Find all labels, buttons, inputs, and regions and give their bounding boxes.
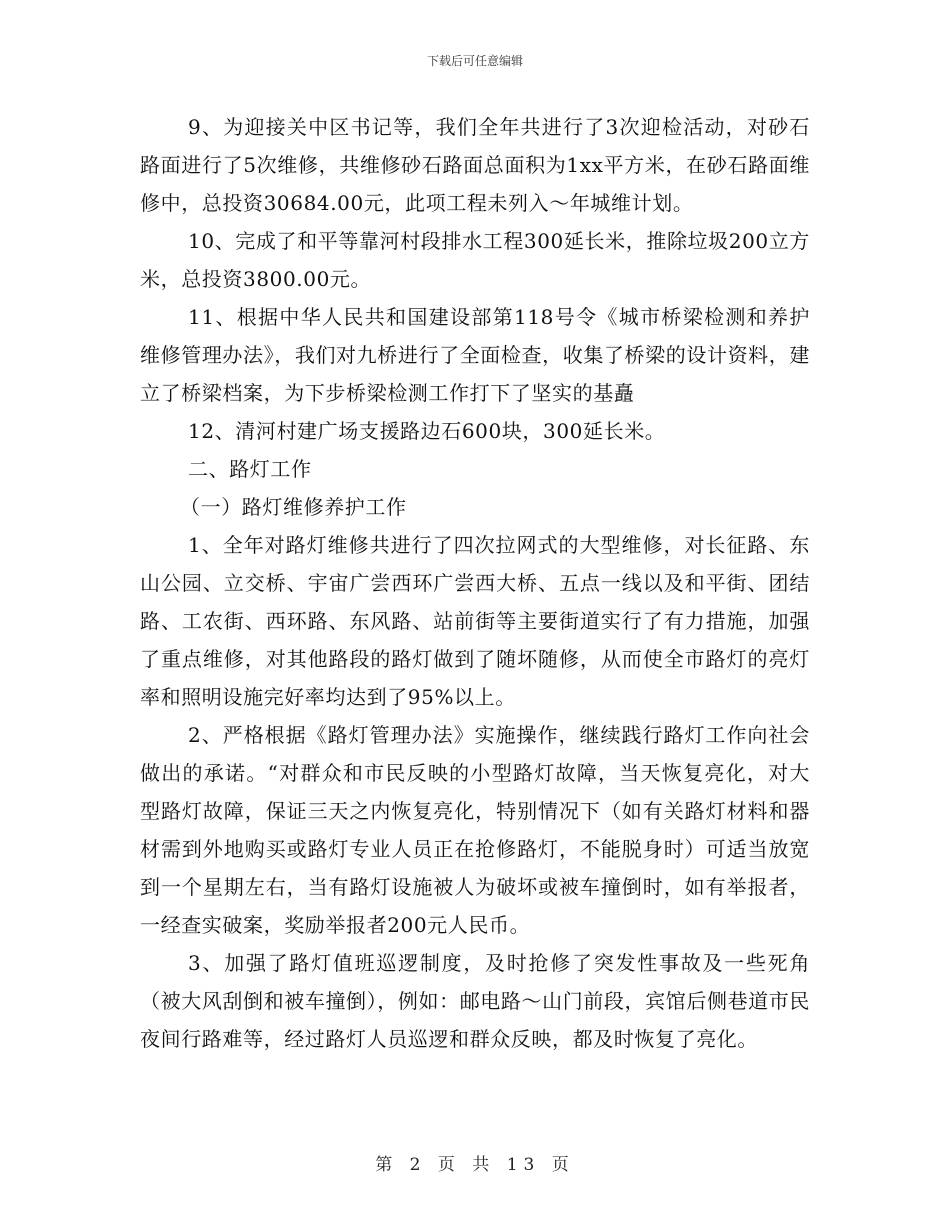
paragraph-streetlight-2: 2、严格根据《路灯管理办法》实施操作，继续践行路灯工作向社会做出的承诺。“对群众和市民反映的小型路灯故障，当天恢复亮化，对大型路灯故障，保证三天之内恢复亮化，特别情况下（如有关路灯材料和器材需到外地购买或路灯专业人员正在抢修路灯，不能脱身时）可适当放宽到一个星期左右，当有路灯设施被人为破坏或被车撞倒时，如有举报者，一经查实破案，奖励举报者200元人民币。 xyxy=(140,723,810,937)
paragraph-streetlight-3: 3、加强了路灯值班巡逻制度，及时抢修了突发性事故及一些死角（被大风刮倒和被车撞倒），例如：邮电路～山门前段，宾馆后侧巷道市民夜间行路难等，经过路灯人员巡逻和群众反映，都及时恢复了亮化。 xyxy=(140,951,810,1051)
section-heading-streetlight: 二、路灯工作 xyxy=(188,457,312,481)
page-number-footer: 第 2 页 共 13 页 xyxy=(375,1155,575,1175)
paragraph-item-11: 11、根据中华人民共和国建设部第118号令《城市桥梁检测和养护维修管理办法》，我们对九桥进行了全面检查，收集了桥梁的设计资料，建立了桥梁档案，为下步桥梁检测工作打下了坚实的基矗 xyxy=(140,305,810,405)
paragraph-item-9: 9、为迎接关中区书记等，我们全年共进行了3次迎检活动，对砂石路面进行了5次维修，共维修砂石路面总面积为1xx平方米，在砂石路面维修中，总投资30684.00元，此项工程未列入～年城维计划。 xyxy=(140,115,810,215)
paragraph-streetlight-1: 1、全年对路灯维修共进行了四次拉网式的大型维修，对长征路、东山公园、立交桥、宇宙广尝西环广尝西大桥、五点一线以及和平街、团结路、工农街、西环路、东风路、站前街等主要街道实行了有力措施，加强了重点维修，对其他路段的路灯做到了随坏随修，从而使全市路灯的亮灯率和照明设施完好率均达到了95%以上。 xyxy=(140,533,810,709)
paragraph-item-10: 10、完成了和平等靠河村段排水工程300延长米，推除垃圾200立方米，总投资3800.00元。 xyxy=(140,229,810,291)
page-header-note: 下载后可任意编辑 xyxy=(426,54,523,68)
document-body xyxy=(140,108,810,1058)
subsection-heading-maintenance: （一）路灯维修养护工作 xyxy=(180,495,407,519)
paragraph-item-12: 12、清河村建广场支援路边石600块，300延长米。 xyxy=(188,419,666,443)
